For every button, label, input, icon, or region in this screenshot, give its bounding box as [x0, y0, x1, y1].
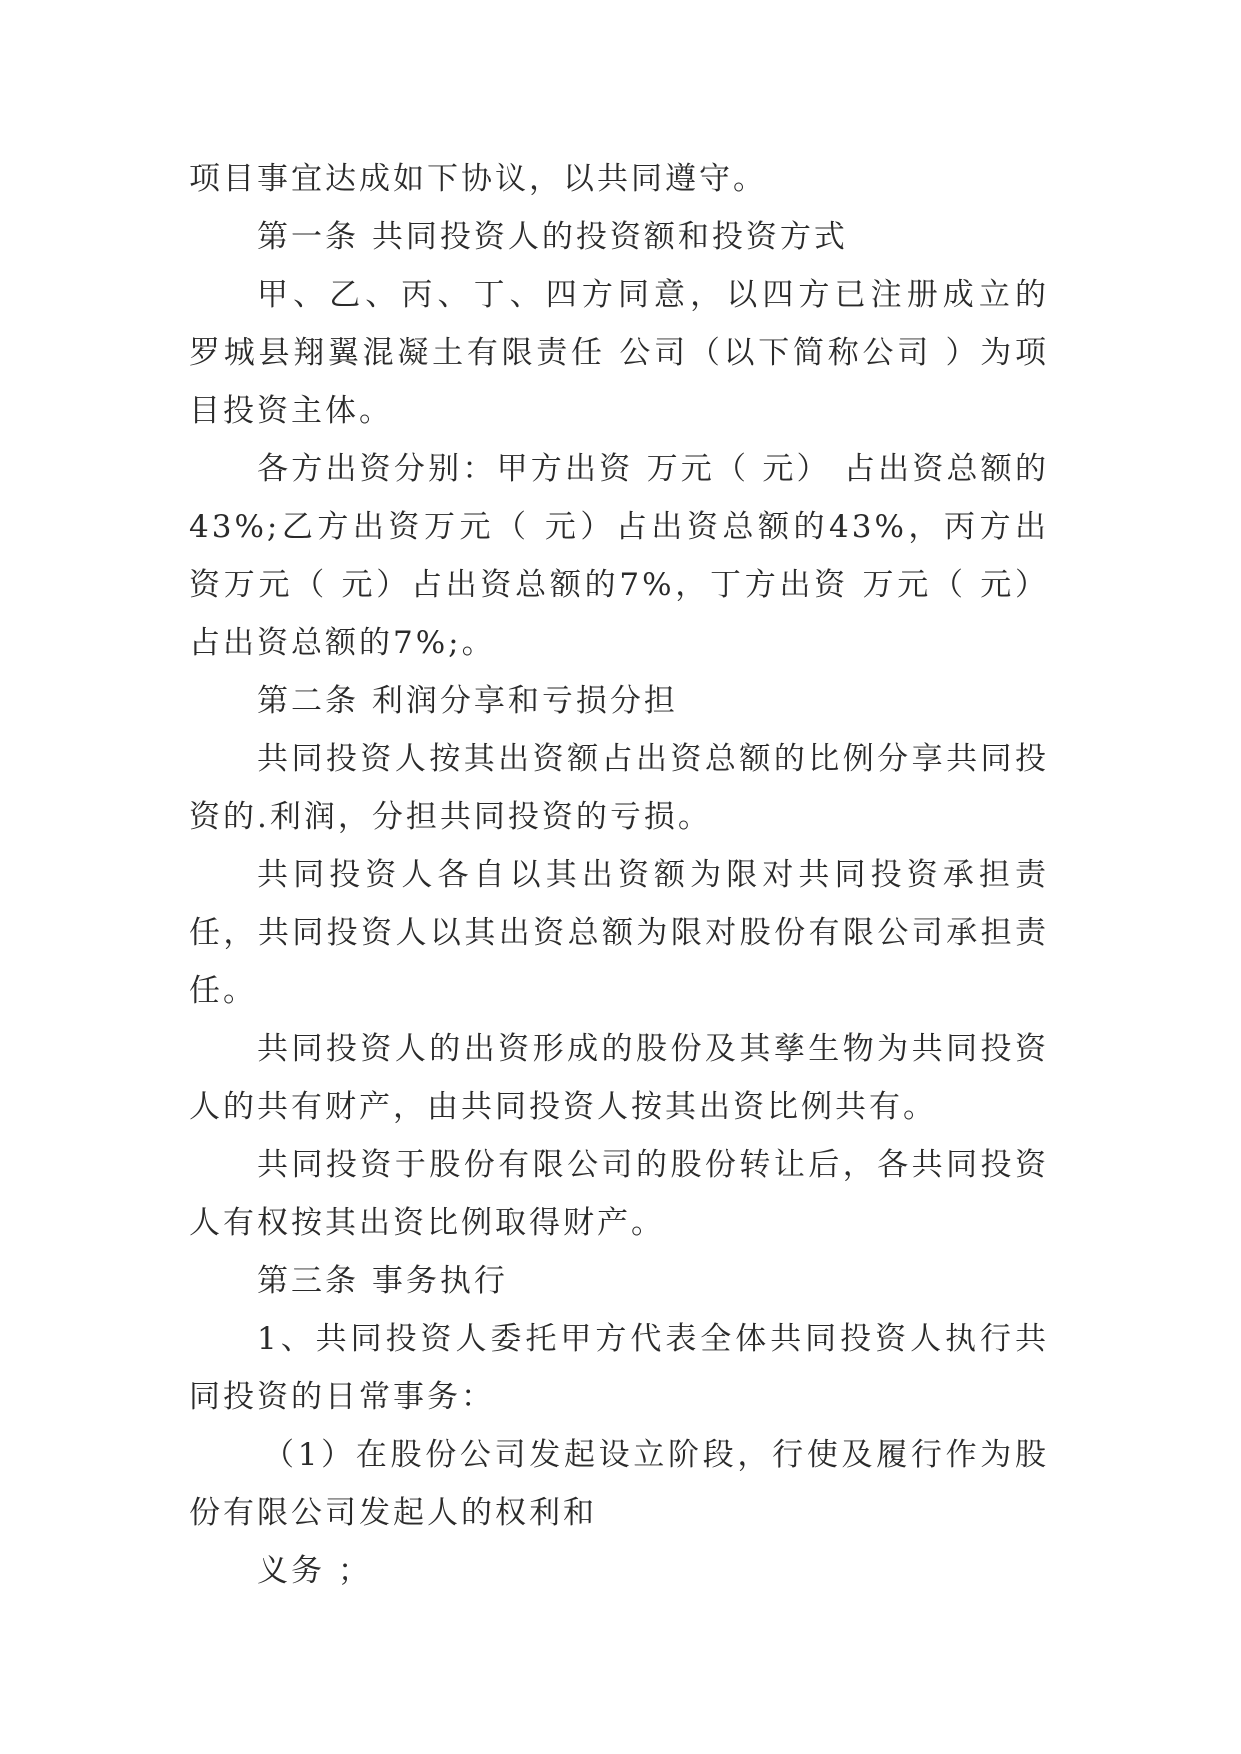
- article-two-heading: 第二条 利润分享和亏损分担: [257, 683, 678, 719]
- paragraph-joint-property: 共同投资人的出资形成的股份及其孳生物为共同投资人的共有财产，由共同投资人按其出资比例共有。: [189, 1031, 1049, 1125]
- paragraph-share-transfer: 共同投资于股份有限公司的股份转让后，各共同投资人有权按其出资比例取得财产。: [189, 1147, 1049, 1241]
- paragraph-delegation: 1、共同投资人委托甲方代表全体共同投资人执行共同投资的日常事务：: [189, 1321, 1049, 1415]
- paragraph-continuation: 项目事宜达成如下协议，以共同遵守。: [189, 161, 767, 197]
- paragraph-liability: 共同投资人各自以其出资额为限对共同投资承担责任，共同投资人以其出资总额为限对股份有限公司承担责任。: [189, 857, 1049, 1009]
- paragraph-obligations: 义务 ；: [257, 1553, 372, 1589]
- paragraph-item-one: （1）在股份公司发起设立阶段，行使及履行作为股份有限公司发起人的权利和: [189, 1437, 1049, 1531]
- article-one-heading: 第一条 共同投资人的投资额和投资方式: [257, 219, 848, 255]
- paragraph-profit-sharing: 共同投资人按其出资额占出资总额的比例分享共同投资的.利润，分担共同投资的亏损。: [189, 741, 1049, 835]
- paragraph-investment-subject: 甲、乙、丙、丁、四方同意，以四方已注册成立的 罗城县翔翼混凝土有限责任 公司（以下简称公司 ）为项目投资主体。: [189, 277, 1049, 429]
- document-body: [189, 150, 1049, 1600]
- paragraph-contributions: 各方出资分别：甲方出资 万元（ 元） 占出资总额的43%;乙方出资万元（ 元）占出资总额的43%，丙方出资万元（ 元）占出资总额的7%，丁方出资 万元（ 元）占出资总额的7%;。: [189, 451, 1049, 661]
- article-three-heading: 第三条 事务执行: [257, 1263, 508, 1299]
